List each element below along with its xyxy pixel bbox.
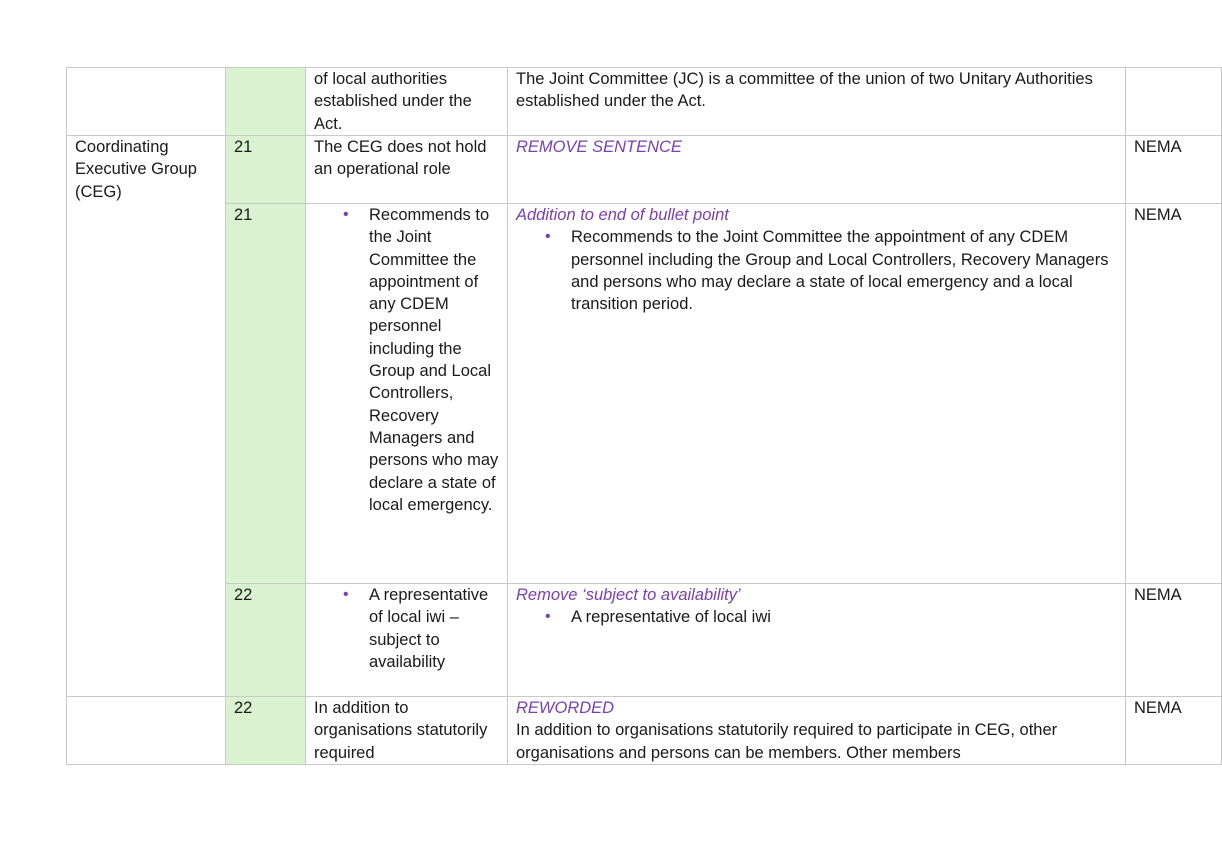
original-bullet-list [314,204,499,516]
change-cell [508,204,1126,584]
original-bullet-list [314,584,499,673]
change-bullet-list [516,606,1117,628]
change-text: The Joint Committee (JC) is a committee of the union of two Unitary Authorities established under the Act. [516,70,1093,111]
by-cell: NEMA [1126,136,1222,204]
by-cell: NEMA [1126,584,1222,697]
by-cell: NEMA [1126,204,1222,584]
change-note: Addition to end of bullet point [516,206,729,224]
section-cell: Coordinating Executive Group (CEG) [67,136,226,697]
table-row [67,204,1222,584]
page-cell: 21 [226,136,306,204]
change-cell [508,136,1126,204]
table-row [67,584,1222,697]
section-cell [67,68,226,136]
original-text-cell: The CEG does not hold an operational role [306,136,508,204]
by-cell: NEMA [1126,697,1222,765]
original-bullet: • Recommends to the Joint Committee the appointment of any CDEM personnel including the Group and Local Controllers, Recovery Managers and persons who may declare a state of local emergency. [369,204,499,516]
change-text: In addition to organisations statutorily required to participate in CEG, other organisations and persons can be members. Other members [516,721,1058,762]
page-cell: 22 [226,697,306,765]
table-row [67,136,1222,204]
change-bullet-list [516,226,1117,315]
section-cell [67,697,226,765]
table-row [67,697,1222,765]
change-bullet: • Recommends to the Joint Committee the appointment of any CDEM personnel including the Group and Local Controllers, Recovery Managers and persons who may declare a state of local emergency and a local transition period. [571,226,1117,315]
change-bullet: • A representative of local iwi [571,606,1117,628]
original-text-cell [306,584,508,697]
original-text-cell [306,204,508,584]
change-cell [508,697,1126,765]
table-row [67,68,1222,136]
original-bullet: • A representative of local iwi – subject to availability [369,584,499,673]
change-note: REMOVE SENTENCE [516,138,682,156]
page-cell: 22 [226,584,306,697]
page-cell: 21 [226,204,306,584]
page-cell [226,68,306,136]
feedback-table [66,67,1222,765]
change-note: REWORDED [516,699,615,717]
by-cell [1126,68,1222,136]
change-cell [508,584,1126,697]
change-note: Remove ‘subject to availability’ [516,586,741,604]
original-text-cell: In addition to organisations statutorily required [306,697,508,765]
original-text-cell: of local authorities established under the Act. [306,68,508,136]
change-cell [508,68,1126,136]
